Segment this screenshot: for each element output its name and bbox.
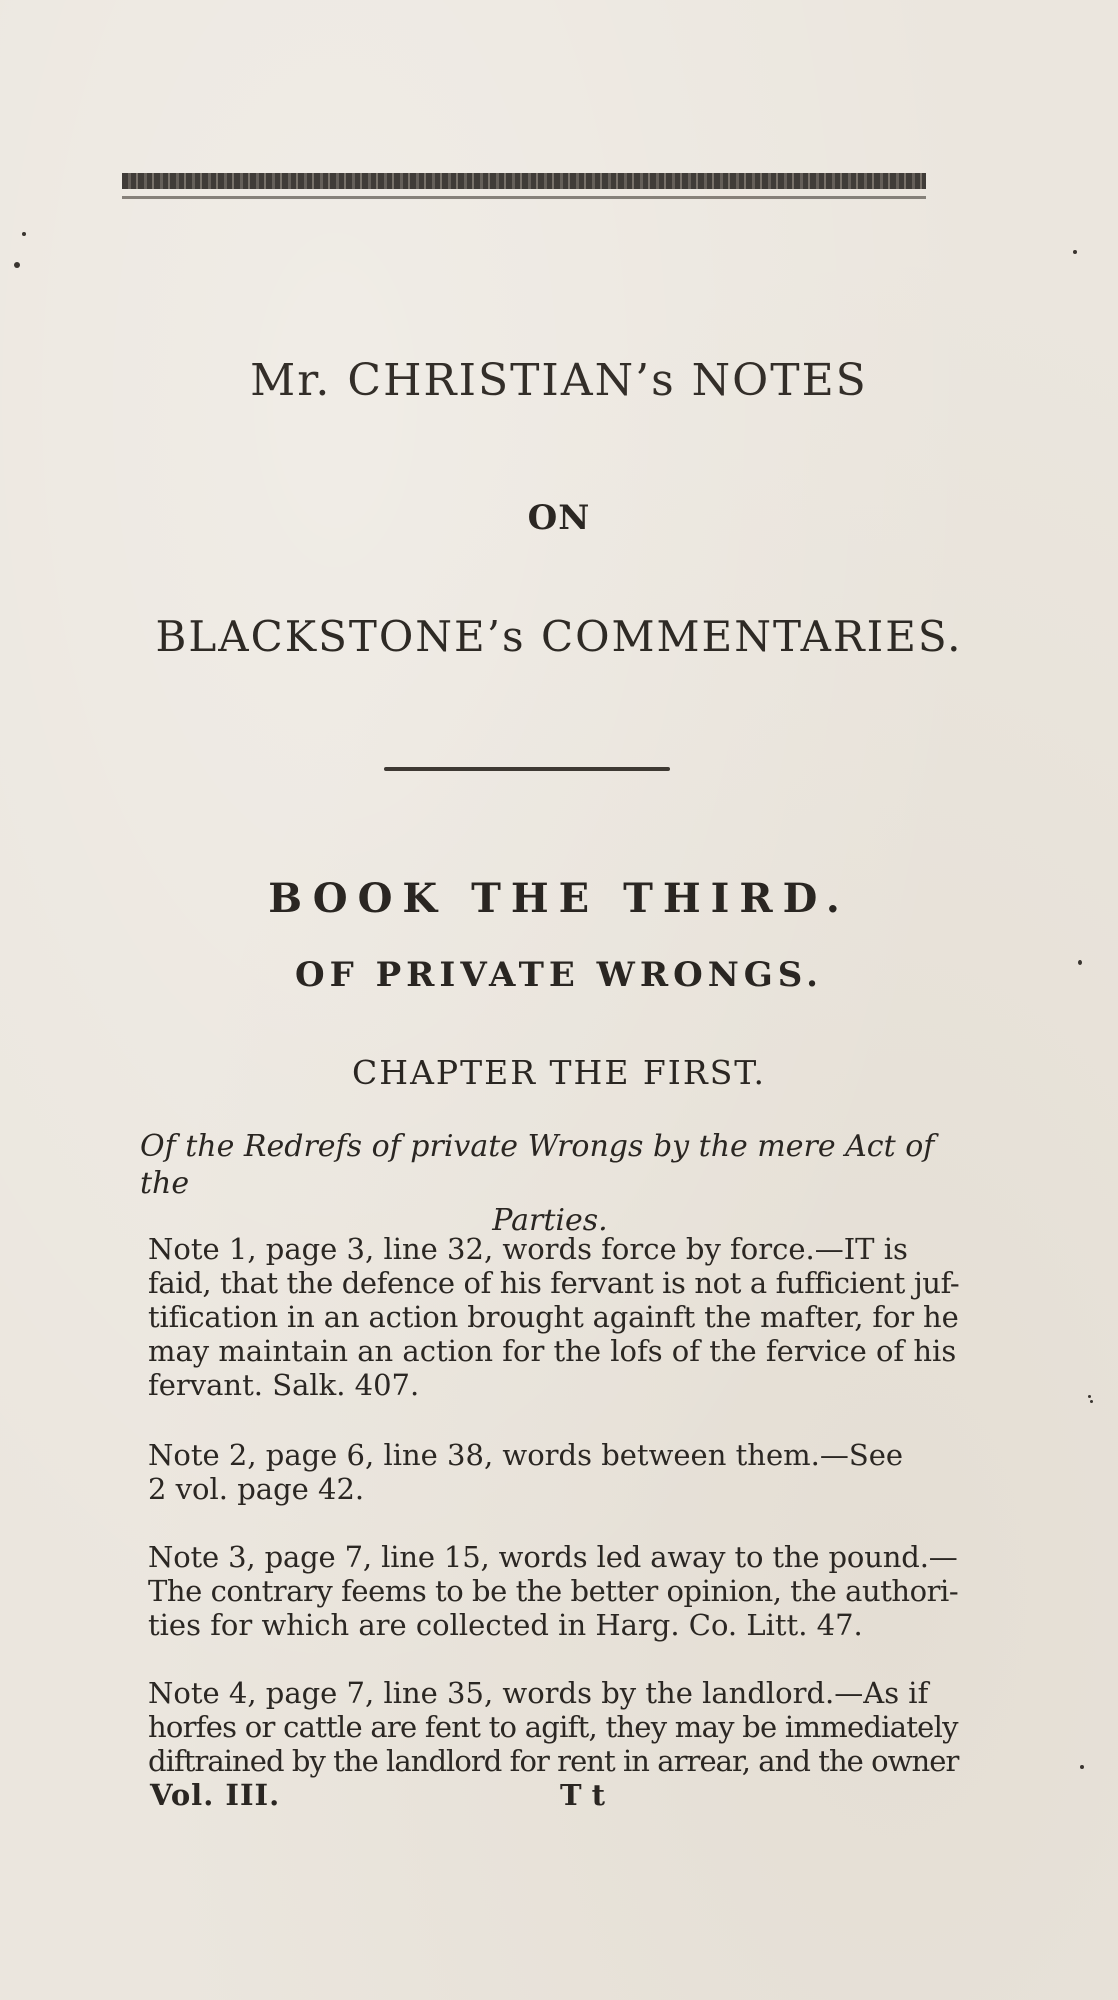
book-title: BOOK THE THIRD. [268, 875, 850, 922]
note-4 [148, 1676, 958, 1778]
paper-speck [1088, 1395, 1091, 1398]
note-line: faid, that the defence of his fervant is not a fufficient juf- [148, 1266, 960, 1300]
paper-speck [1073, 250, 1077, 254]
note-line: may maintain an action for the lofs of the fervice of his [148, 1334, 957, 1368]
signature-mark: T t [560, 1778, 606, 1812]
note-line: Note 1, page 3, line 32, words force by force.—IT is [148, 1232, 908, 1266]
note-line: Note 4, page 7, line 35, words by the landlord.—As if [148, 1676, 929, 1710]
note-2 [148, 1438, 958, 1506]
note-line: The contrary feems to be the better opinion, the authori- [148, 1574, 959, 1608]
paper-speck [14, 262, 20, 268]
paper-speck [1080, 1765, 1084, 1769]
section-title [140, 1128, 960, 1239]
note-line: Note 3, page 7, line 15, words led away to the pound.— [148, 1540, 958, 1574]
ornamental-rule-top [122, 173, 926, 189]
part-title: OF PRIVATE WRONGS. [295, 955, 823, 995]
title-connector: ON [527, 498, 591, 538]
page-subtitle: BLACKSTONE’s COMMENTARIES. [155, 612, 963, 661]
paper-speck [22, 232, 26, 236]
page-title: Mr. CHRISTIAN’s NOTES [250, 355, 868, 406]
note-line: 2 vol. page 42. [148, 1472, 365, 1506]
chapter-title: CHAPTER THE FIRST. [352, 1053, 766, 1092]
paper-speck [1090, 1400, 1093, 1403]
note-line: fervant. Salk. 407. [148, 1368, 420, 1402]
note-line: Note 2, page 6, line 38, words between them.—See [148, 1438, 904, 1472]
note-line: diftrained by the landlord for rent in arrear, and the owner [148, 1744, 959, 1778]
note-3 [148, 1540, 958, 1642]
note-line: tification in an action brought againft the mafter, for he [148, 1300, 959, 1334]
divider-rule [384, 767, 670, 771]
note-line: horfes or cattle are fent to agift, they may be immediately [148, 1710, 958, 1744]
volume-marker: Vol. III. [150, 1778, 281, 1812]
section-title-line-2: Parties. [492, 1203, 608, 1238]
ornamental-rule-top-thin [122, 196, 926, 199]
section-title-line-1: Of the Redrefs of private Wrongs by the mere Act of the [140, 1129, 935, 1201]
note-line: ties for which are collected in Harg. Co. Litt. 47. [148, 1608, 863, 1642]
note-1 [148, 1232, 958, 1402]
